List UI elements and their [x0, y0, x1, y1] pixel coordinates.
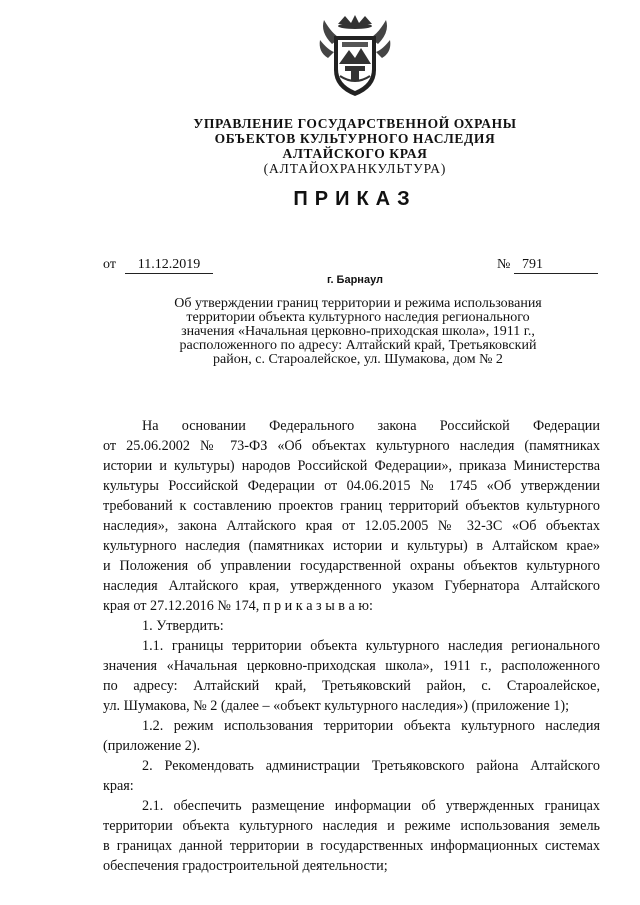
body-line: 1.1. границы территории объекта культурного наследия регионального: [142, 638, 600, 654]
document-date: 11.12.2019: [125, 257, 213, 274]
body-line: значения «Начальная церковно-приходская школа», 1911 г., расположенного: [103, 658, 600, 674]
body-line: истории и культуры) народов Российской Федерации», приказа Министерства: [103, 458, 600, 474]
body-line: ул. Шумакова, № 2 (далее – «объект культурного наследия») (приложение 1);: [103, 698, 570, 714]
body-line: 1.2. режим использования территории объекта культурного наследия: [142, 718, 600, 734]
number-prefix: №: [497, 257, 511, 272]
body-line: культуры Российской Федерации от 04.06.2015 № 1745 «Об утверждении: [103, 478, 600, 494]
city-label: г. Барнаул: [326, 274, 384, 286]
body-line: 2.1. обеспечить размещение информации об утвержденных границах: [142, 798, 600, 814]
body-line: 2. Рекомендовать администрации Третьяковского района Алтайского: [142, 758, 600, 774]
body-line: по адресу: Алтайский край, Третьяковский район, с. Староалейское,: [103, 678, 600, 694]
coat-of-arms-icon: [318, 14, 392, 100]
document-type-title: ПРИКАЗ: [293, 188, 417, 210]
org-name-line-2: ОБЪЕКТОВ КУЛЬТУРНОГО НАСЛЕДИЯ: [214, 131, 496, 146]
date-prefix: от: [103, 257, 116, 272]
subject-line: район, с. Староалейское, ул. Шумакова, дом № 2: [213, 352, 503, 367]
body-line: территории объекта культурного наследия и режиме использования земель: [103, 818, 600, 834]
body-line: требований к составлению проектов границ территорий объектов культурного: [103, 498, 600, 514]
subject-line: Об утверждении границ территории и режима использования: [174, 296, 542, 311]
subject-line: территории объекта культурного наследия регионального: [186, 310, 530, 325]
document-subject: [118, 297, 598, 367]
org-abbreviation: (АЛТАЙОХРАНКУЛЬТУРА): [263, 161, 447, 176]
body-line: культурного наследия (памятниках истории и культуры) в Алтайском крае»: [103, 538, 600, 554]
body-line: На основании Федерального закона Российской Федерации: [142, 418, 600, 434]
body-line: (приложение 2).: [103, 738, 201, 754]
body-line: и Положения об управлении государственной охраны объектов культурного: [103, 558, 600, 574]
body-line: наследия Алтайского края, утвержденного указом Губернатора Алтайского: [103, 578, 600, 594]
body-line: края:: [103, 778, 134, 794]
body-line: от 25.06.2002 № 73-ФЗ «Об объектах культурного наследия (памятниках: [103, 438, 600, 454]
org-name-line-3: АЛТАЙСКОГО КРАЯ: [282, 146, 428, 161]
body-line: обеспечения градостроительной деятельности;: [103, 858, 388, 874]
subject-line: расположенного по адресу: Алтайский край, Третьяковский: [179, 338, 537, 353]
document-number: 791: [514, 257, 598, 274]
body-line: края от 27.12.2016 № 174, п р и к а з ы в а ю:: [103, 598, 373, 614]
body-line: наследия», закона Алтайского края от 12.05.2005 № 32-ЗС «Об объектах: [103, 518, 600, 534]
body-line: 1. Утвердить:: [142, 618, 224, 634]
subject-line: значения «Начальная церковно-приходская школа», 1911 г.,: [181, 324, 535, 339]
org-name-line-1: УПРАВЛЕНИЕ ГОСУДАРСТВЕННОЙ ОХРАНЫ: [193, 116, 517, 131]
body-line: в границах данной территории в государственных информационных системах: [103, 838, 600, 854]
